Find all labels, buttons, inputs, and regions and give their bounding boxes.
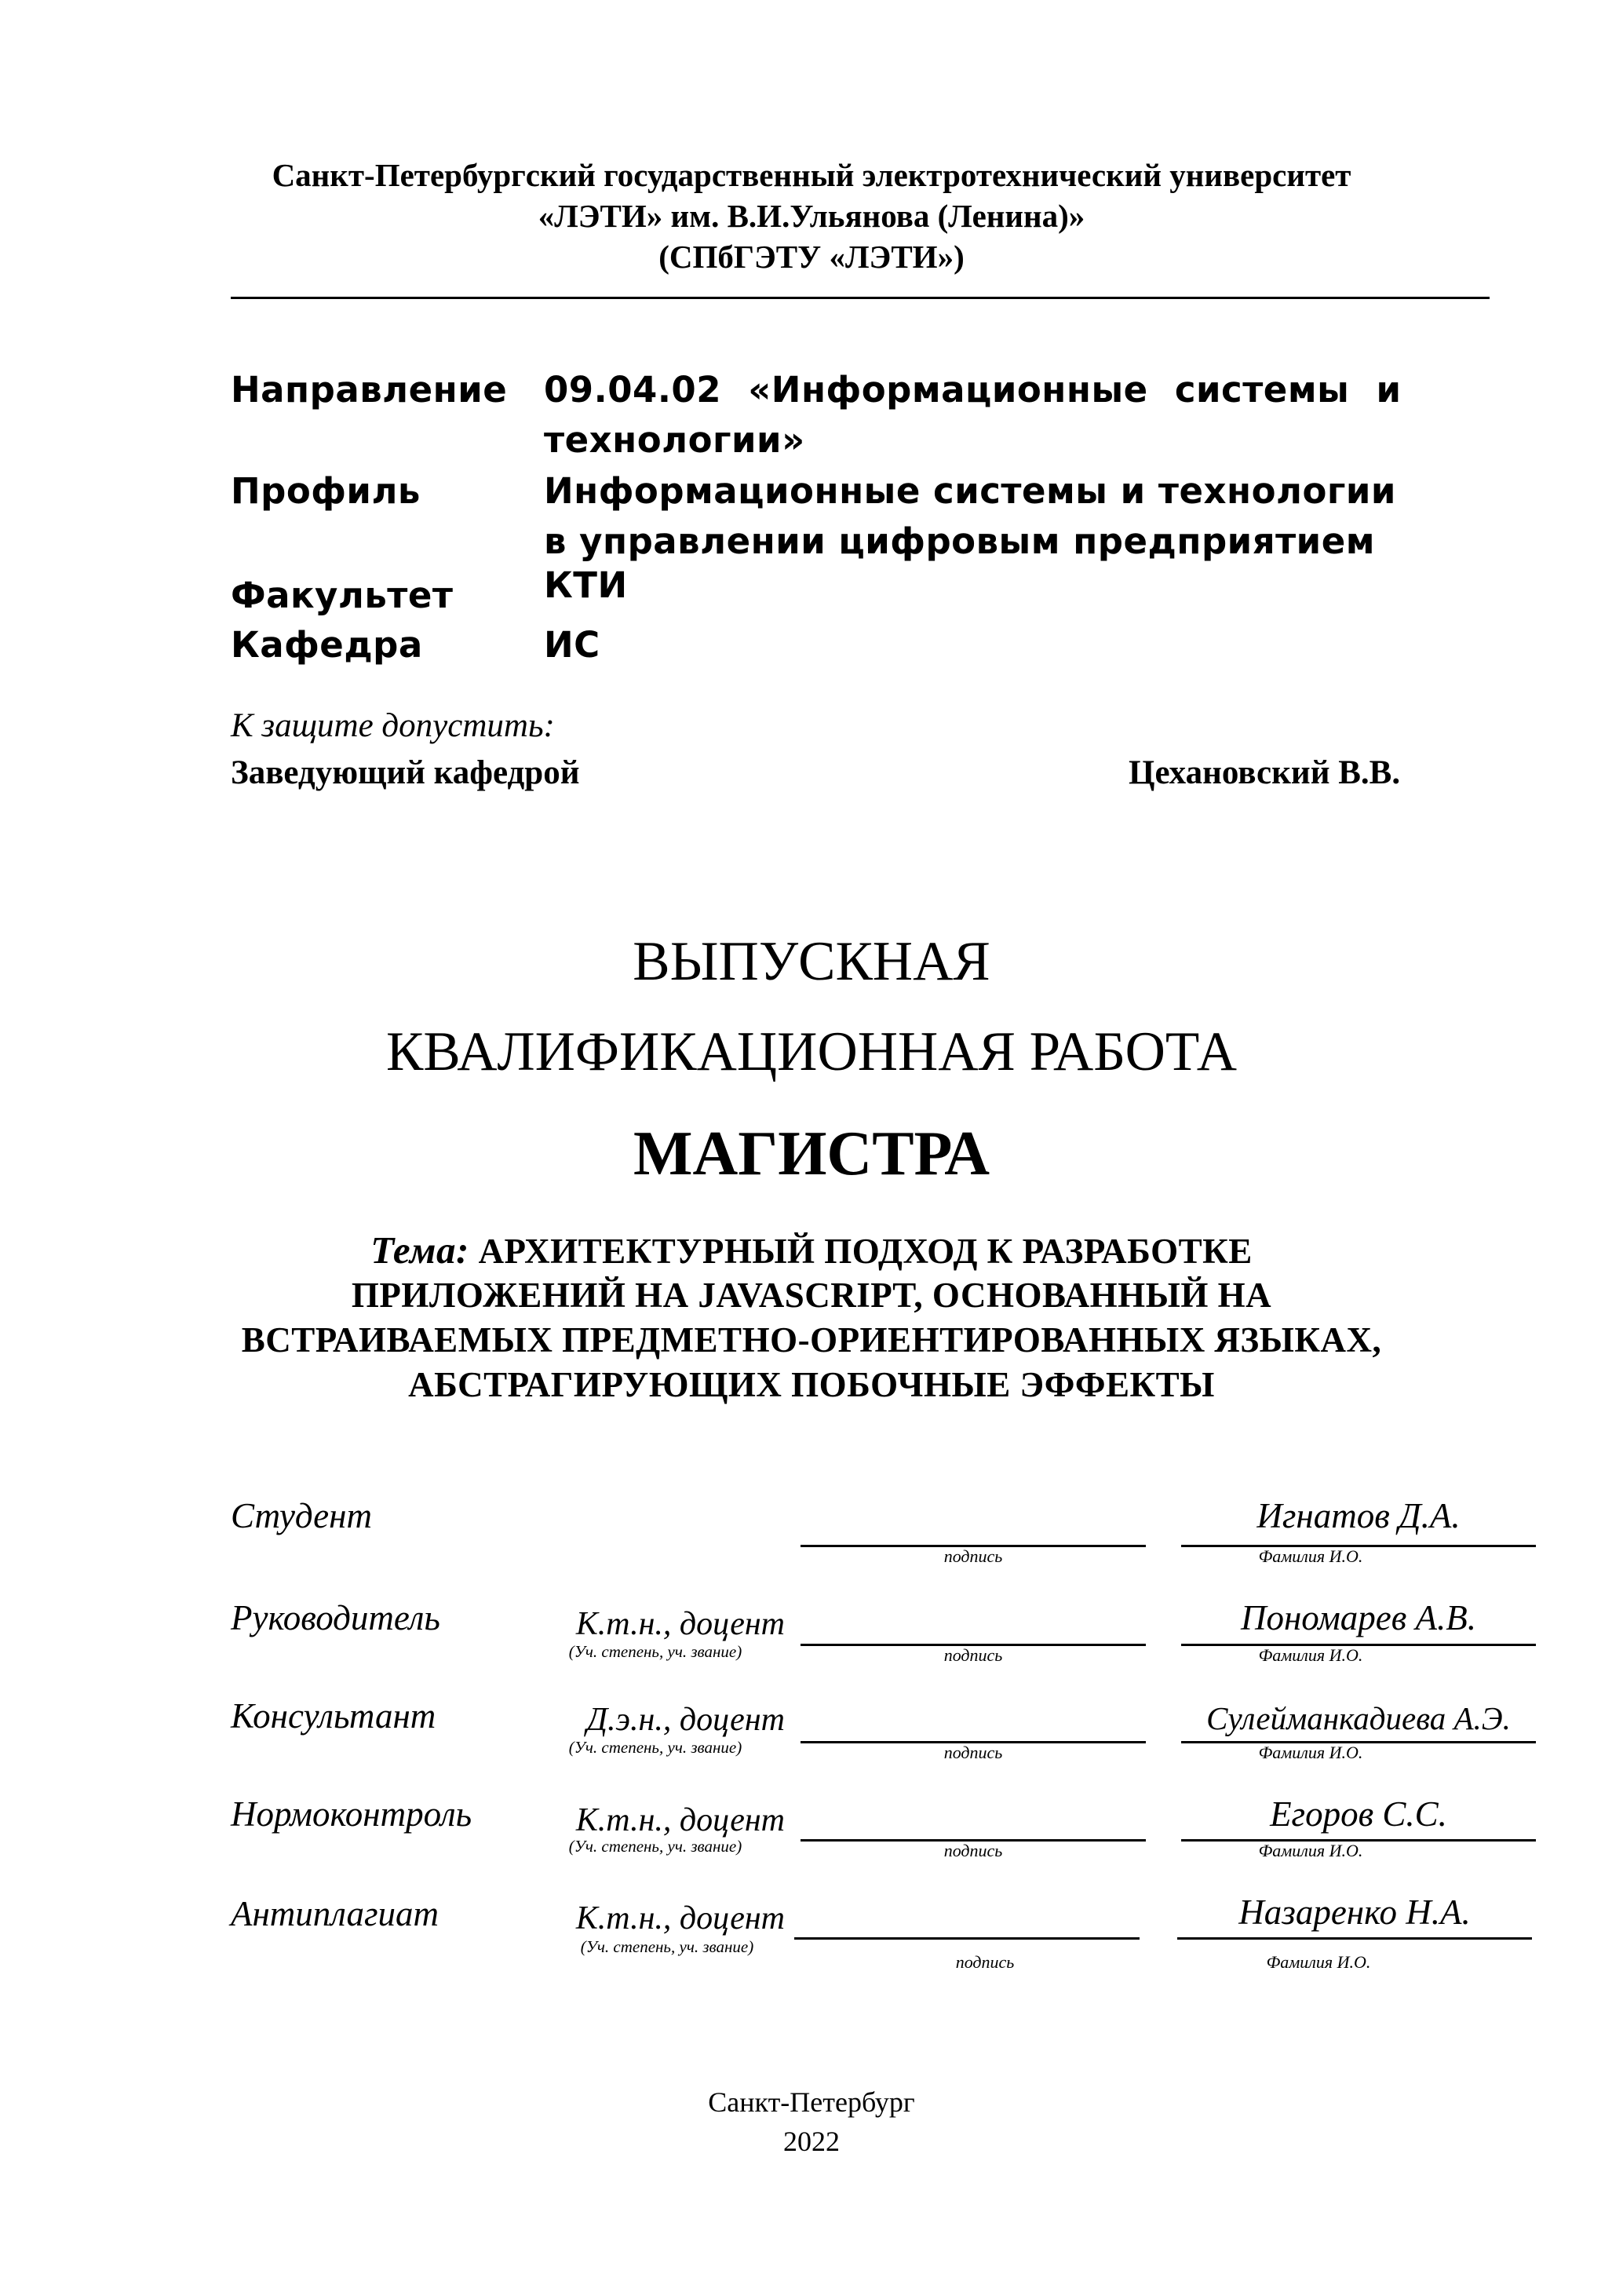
direction-value-line1: 09.04.02 «Информационные системы и (544, 369, 1402, 411)
name-student: Игнатов Д.А. (1256, 1496, 1461, 1535)
degree-normocontrol: К.т.н., доцент (575, 1802, 785, 1838)
name-caption-antiplagiarism: Фамилия И.О. (1266, 1952, 1371, 1972)
topic-text-line1: АРХИТЕКТУРНЫЙ ПОДХОД К РАЗРАБОТКЕ (478, 1232, 1253, 1271)
title-line1: ВЫПУСКНАЯ (633, 931, 990, 992)
signature-caption-antiplagiarism: подпись (955, 1952, 1015, 1972)
role-consultant: Консультант (231, 1696, 436, 1736)
department-label: Кафедра (231, 624, 423, 666)
topic-line4: АБСТРАГИРУЮЩИХ ПОБОЧНЫЕ ЭФФЕКТЫ (408, 1365, 1215, 1404)
degree-caption-normocontrol: (Уч. степень, уч. звание) (568, 1837, 742, 1856)
signature-caption-normocontrol: подпись (943, 1841, 1003, 1860)
direction-label: Направление (231, 369, 508, 411)
signature-caption-student: подпись (943, 1546, 1003, 1566)
degree-consultant: Д.э.н., доцент (586, 1702, 785, 1738)
role-normocontrol: Нормоконтроль (231, 1794, 472, 1834)
degree-caption-supervisor: (Уч. степень, уч. звание) (568, 1642, 742, 1661)
role-antiplagiarism: Антиплагиат (231, 1894, 439, 1933)
signature-caption-consultant: подпись (943, 1743, 1003, 1762)
topic-label: Тема: (370, 1228, 469, 1272)
header-divider (231, 297, 1490, 299)
university-name-line1: Санкт-Петербургский государственный электротехнический университет (272, 157, 1351, 193)
city: Санкт-Петербург (708, 2086, 915, 2118)
name-caption-consultant: Фамилия И.О. (1258, 1743, 1363, 1762)
department-head-name: Цехановский В.В. (1129, 754, 1401, 791)
role-student: Студент (231, 1496, 372, 1535)
direction-value-line2: технологии» (544, 419, 805, 461)
profile-label: Профиль (231, 470, 421, 512)
profile-value-line2: в управлении цифровым предприятием (544, 520, 1376, 562)
faculty-value: КТИ (544, 564, 628, 606)
admit-label: К защите допустить: (231, 707, 555, 744)
name-supervisor: Пономарев А.В. (1240, 1598, 1477, 1637)
university-short-name: (СПбГЭТУ «ЛЭТИ») (658, 239, 965, 275)
faculty-label: Факультет (231, 575, 454, 616)
topic-line3: ВСТРАИВАЕМЫХ ПРЕДМЕТНО-ОРИЕНТИРОВАННЫХ ЯЗЫКАХ, (241, 1320, 1382, 1360)
name-caption-supervisor: Фамилия И.О. (1258, 1645, 1363, 1665)
topic-line1 (0, 1228, 1623, 1273)
degree-caption-consultant: (Уч. степень, уч. звание) (568, 1738, 742, 1757)
name-caption-normocontrol: Фамилия И.О. (1258, 1841, 1363, 1860)
role-supervisor: Руководитель (231, 1598, 440, 1637)
name-normocontrol: Егоров С.С. (1270, 1794, 1447, 1834)
signature-caption-supervisor: подпись (943, 1645, 1003, 1665)
department-head-label: Заведующий кафедрой (231, 754, 580, 791)
title-line3: МАГИСТРА (633, 1119, 990, 1188)
degree-supervisor: К.т.н., доцент (575, 1606, 785, 1642)
name-line-antiplagiarism (1177, 1937, 1532, 1940)
title-line2: КВАЛИФИКАЦИОННАЯ РАБОТА (385, 1021, 1238, 1082)
degree-antiplagiarism: К.т.н., доцент (575, 1900, 785, 1936)
name-antiplagiarism: Назаренко Н.А. (1238, 1893, 1471, 1932)
university-name-line2: «ЛЭТИ» им. В.И.Ульянова (Ленина)» (538, 198, 1085, 234)
name-consultant: Сулейманкадиева А.Э. (1206, 1700, 1511, 1736)
department-value: ИС (544, 624, 600, 666)
year: 2022 (783, 2126, 840, 2157)
topic-line2: ПРИЛОЖЕНИЙ НА JAVASCRIPT, ОСНОВАННЫЙ НА (351, 1276, 1272, 1315)
degree-caption-antiplagiarism: (Уч. степень, уч. звание) (580, 1937, 754, 1956)
signature-line-antiplagiarism (794, 1937, 1140, 1940)
profile-value-line1: Информационные системы и технологии (544, 470, 1396, 512)
name-caption-student: Фамилия И.О. (1258, 1546, 1363, 1566)
